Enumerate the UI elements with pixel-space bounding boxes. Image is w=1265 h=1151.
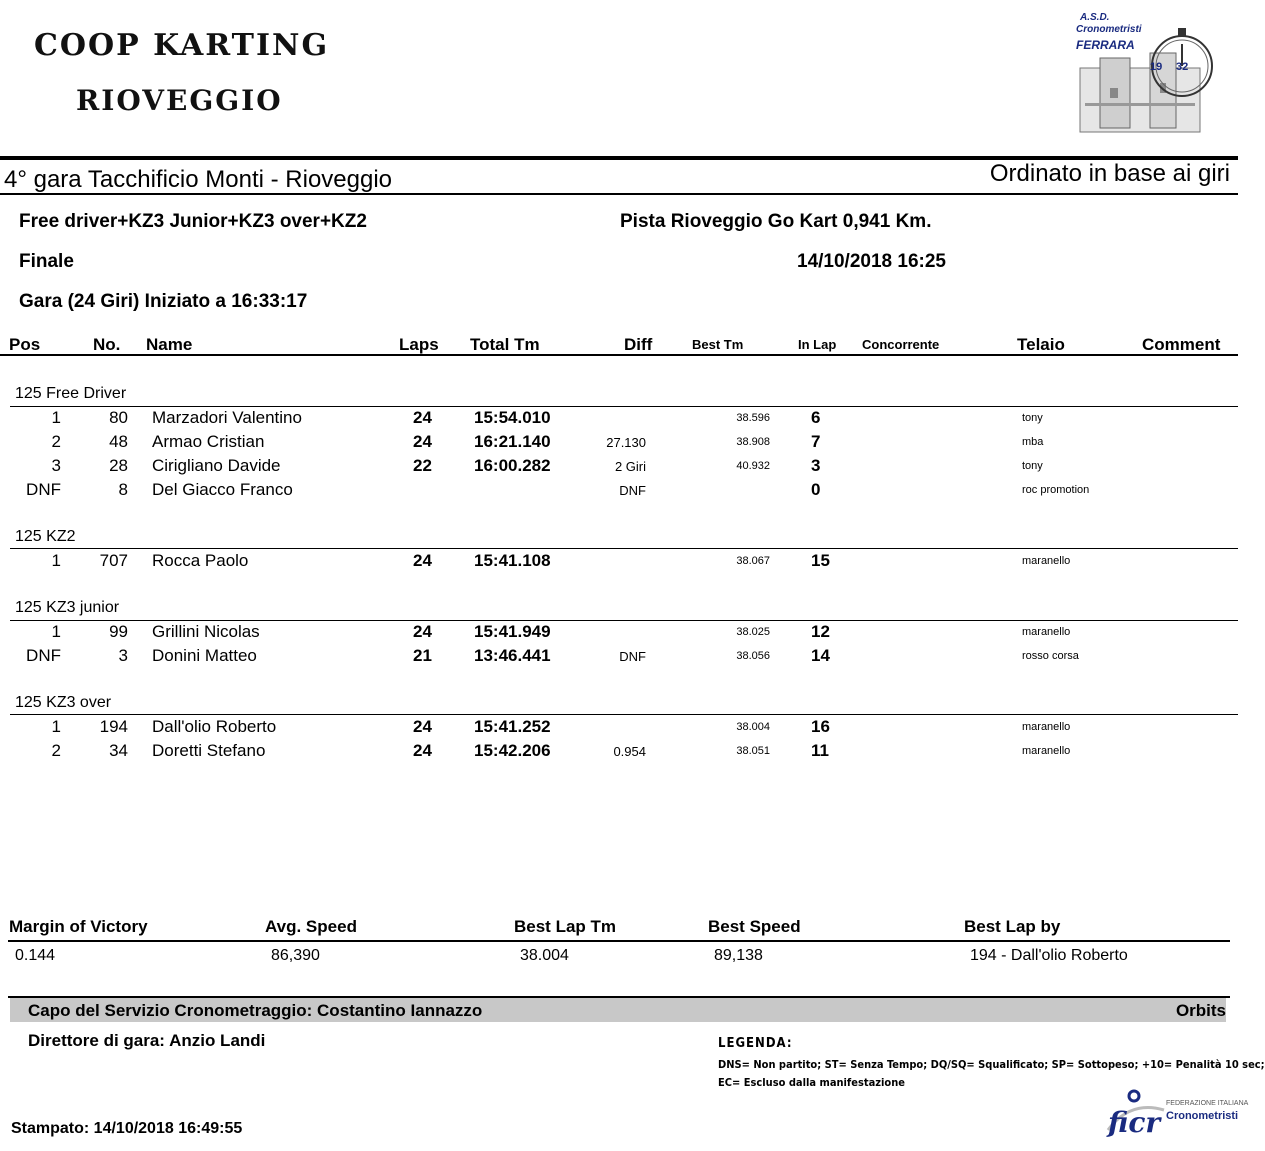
track-label: Pista Rioveggio Go Kart 0,941 Km. — [620, 211, 932, 232]
cell-no: 8 — [118, 480, 128, 499]
cell-name: Del Giacco Franco — [152, 480, 293, 499]
cell-best: 38.025 — [736, 626, 770, 638]
col-diff: Diff — [624, 335, 653, 354]
group-title: 125 KZ3 junior — [15, 599, 120, 616]
datetime-label: 14/10/2018 16:25 — [797, 251, 946, 272]
table-row — [0, 717, 1238, 741]
classes-label: Free driver+KZ3 Junior+KZ3 over+KZ2 — [19, 211, 367, 232]
cell-total: 15:54.010 — [474, 408, 551, 427]
table-row — [0, 646, 1238, 670]
event-title: 4° gara Tacchificio Monti - Rioveggio — [4, 166, 393, 193]
cell-total: 16:21.140 — [474, 432, 551, 451]
cell-best: 38.004 — [736, 721, 770, 733]
cell-inlap: 14 — [811, 646, 830, 665]
cell-name: Cirigliano Davide — [152, 456, 281, 475]
cell-inlap: 11 — [811, 741, 829, 760]
summary-bestby: 194 - Dall'olio Roberto — [970, 947, 1128, 964]
cell-best: 38.056 — [736, 650, 770, 662]
group-rule — [10, 548, 1238, 549]
cell-inlap: 12 — [811, 622, 830, 641]
cell-inlap: 6 — [811, 408, 821, 427]
table-row — [0, 551, 1238, 575]
table-row — [0, 741, 1238, 765]
cell-name: Rocca Paolo — [152, 551, 249, 570]
table-row — [0, 432, 1238, 456]
legend-title: LEGENDA: — [718, 1036, 793, 1051]
cell-laps: 21 — [413, 646, 432, 665]
chief-label: Capo del Servizio Cronometraggio: Costantino Iannazzo — [28, 1001, 483, 1020]
logo-line2: Cronometristi — [1076, 24, 1142, 35]
ficr-logo — [1100, 1086, 1249, 1146]
cell-inlap: 3 — [811, 456, 821, 475]
cell-inlap: 7 — [811, 432, 821, 451]
col-comment: Comment — [1142, 335, 1221, 354]
order-note: Ordinato in base ai giri — [989, 160, 1230, 187]
cell-no: 80 — [109, 408, 128, 427]
cell-inlap: 0 — [811, 480, 821, 499]
cell-total: 15:42.206 — [474, 741, 551, 760]
cell-pos: 2 — [51, 741, 61, 760]
header-rule — [0, 354, 1238, 356]
cell-total: 15:41.949 — [474, 622, 551, 641]
cell-best: 38.067 — [736, 555, 770, 567]
logo-line3: FERRARA — [1076, 38, 1135, 52]
brand-line1: COOP KARTING — [34, 28, 330, 63]
summary-bestspeed-label: Best Speed — [708, 917, 801, 936]
group-rule — [10, 620, 1238, 621]
summary-avg-label: Avg. Speed — [265, 917, 357, 936]
cell-laps: 24 — [413, 741, 432, 760]
cell-pos: 1 — [51, 717, 61, 736]
cell-no: 28 — [109, 456, 128, 475]
table-row — [0, 622, 1238, 646]
group-rule — [10, 714, 1238, 715]
cell-pos: 1 — [51, 551, 61, 570]
cell-pos: 2 — [51, 432, 61, 451]
col-laps: Laps — [399, 335, 439, 354]
cell-pos: 1 — [51, 622, 61, 641]
group-rule — [10, 406, 1238, 407]
cell-no: 99 — [109, 622, 128, 641]
legend-line2: EC= Escluso dalla manifestazione — [718, 1076, 905, 1089]
col-inlap: In Lap — [798, 337, 837, 352]
printed-label: Stampato: 14/10/2018 16:49:55 — [11, 1120, 243, 1137]
group-title: 125 Free Driver — [15, 385, 127, 402]
summary-bestlap: 38.004 — [520, 947, 569, 964]
cell-total: 15:41.252 — [474, 717, 551, 736]
cell-name: Dall'olio Roberto — [152, 717, 277, 736]
cell-name: Grillini Nicolas — [152, 622, 260, 641]
cell-inlap: 16 — [811, 717, 830, 736]
cell-diff: 2 Giri — [614, 459, 646, 474]
cell-laps: 24 — [413, 551, 432, 570]
cell-pos: DNF — [26, 646, 61, 665]
cell-telaio: maranello — [1022, 555, 1071, 567]
logo-year-b: 32 — [1176, 61, 1189, 73]
director-label: Direttore di gara: Anzio Landi — [28, 1031, 266, 1050]
cell-laps: 22 — [413, 456, 432, 475]
cell-no: 34 — [109, 741, 128, 760]
cell-no: 194 — [99, 717, 128, 736]
ficr-mark: ficr — [1108, 1106, 1161, 1139]
table-row — [0, 408, 1238, 432]
summary-margin: 0.144 — [15, 947, 56, 964]
summary-bestby-label: Best Lap by — [964, 917, 1061, 936]
cell-pos: 3 — [51, 456, 61, 475]
logo-year-a: 19 — [1150, 61, 1163, 73]
logo-line1: A.S.D. — [1080, 12, 1110, 23]
table-row — [0, 480, 1238, 504]
col-telaio: Telaio — [1017, 335, 1065, 354]
col-best: Best Tm — [692, 337, 744, 352]
col-no: No. — [93, 335, 121, 354]
cell-best: 38.908 — [736, 436, 770, 448]
summary-bestspeed: 89,138 — [714, 947, 763, 964]
cell-total: 15:41.108 — [474, 551, 551, 570]
cell-laps: 24 — [413, 408, 432, 427]
cell-pos: 1 — [51, 408, 61, 427]
summary-margin-label: Margin of Victory — [9, 917, 148, 936]
cell-pos: DNF — [26, 480, 61, 499]
col-pos: Pos — [9, 335, 41, 354]
cronometristi-ferrara-logo — [1070, 8, 1220, 136]
cell-name: Armao Cristian — [152, 432, 265, 451]
group-title: 125 KZ2 — [15, 528, 76, 545]
cell-diff: DNF — [619, 649, 646, 664]
cell-name: Doretti Stefano — [152, 741, 266, 760]
cell-telaio: maranello — [1022, 745, 1071, 757]
title-rule-bottom — [0, 193, 1238, 195]
cell-best: 38.051 — [736, 745, 770, 757]
race-info: Gara (24 Giri) Iniziato a 16:33:17 — [19, 291, 308, 312]
col-name: Name — [146, 335, 193, 354]
col-total: Total Tm — [470, 335, 540, 354]
cell-best: 38.596 — [736, 412, 770, 424]
cell-best: 40.932 — [736, 460, 770, 472]
summary-rule — [8, 940, 1230, 942]
table-row — [0, 456, 1238, 480]
cell-laps: 24 — [413, 622, 432, 641]
session-label: Finale — [19, 251, 74, 272]
cell-telaio: tony — [1022, 412, 1043, 424]
cell-telaio: roc promotion — [1022, 484, 1090, 496]
summary-bestlap-label: Best Lap Tm — [514, 917, 617, 936]
legend-line1: DNS= Non partito; ST= Senza Tempo; DQ/SQ= Squalificato; SP= Sottopeso; +10= Penalità 10 sec; — [718, 1058, 1265, 1071]
cell-diff: 27.130 — [606, 435, 646, 450]
cell-telaio: tony — [1022, 460, 1043, 472]
software-label: Orbits — [1175, 1001, 1226, 1020]
cell-total: 16:00.282 — [474, 456, 551, 475]
col-concorrente: Concorrente — [862, 337, 940, 352]
cell-telaio: rosso corsa — [1022, 650, 1079, 662]
cell-telaio: mba — [1022, 436, 1044, 448]
ficr-line2: Cronometristi — [1166, 1110, 1239, 1122]
cell-no: 707 — [99, 551, 128, 570]
cell-name: Marzadori Valentino — [152, 408, 302, 427]
cell-name: Donini Matteo — [152, 646, 257, 665]
ficr-line1: FEDERAZIONE ITALIANA — [1166, 1100, 1249, 1107]
summary-avg: 86,390 — [271, 947, 320, 964]
cell-laps: 24 — [413, 432, 432, 451]
cell-laps: 24 — [413, 717, 432, 736]
cell-total: 13:46.441 — [474, 646, 551, 665]
cell-no: 48 — [109, 432, 128, 451]
cell-diff: 0.954 — [613, 744, 646, 759]
cell-diff: DNF — [619, 483, 646, 498]
cell-no: 3 — [118, 646, 128, 665]
cell-telaio: maranello — [1022, 626, 1071, 638]
brand-line2: RIOVEGGIO — [76, 84, 283, 117]
cell-telaio: maranello — [1022, 721, 1071, 733]
cell-inlap: 15 — [811, 551, 830, 570]
group-title: 125 KZ3 over — [15, 694, 112, 711]
